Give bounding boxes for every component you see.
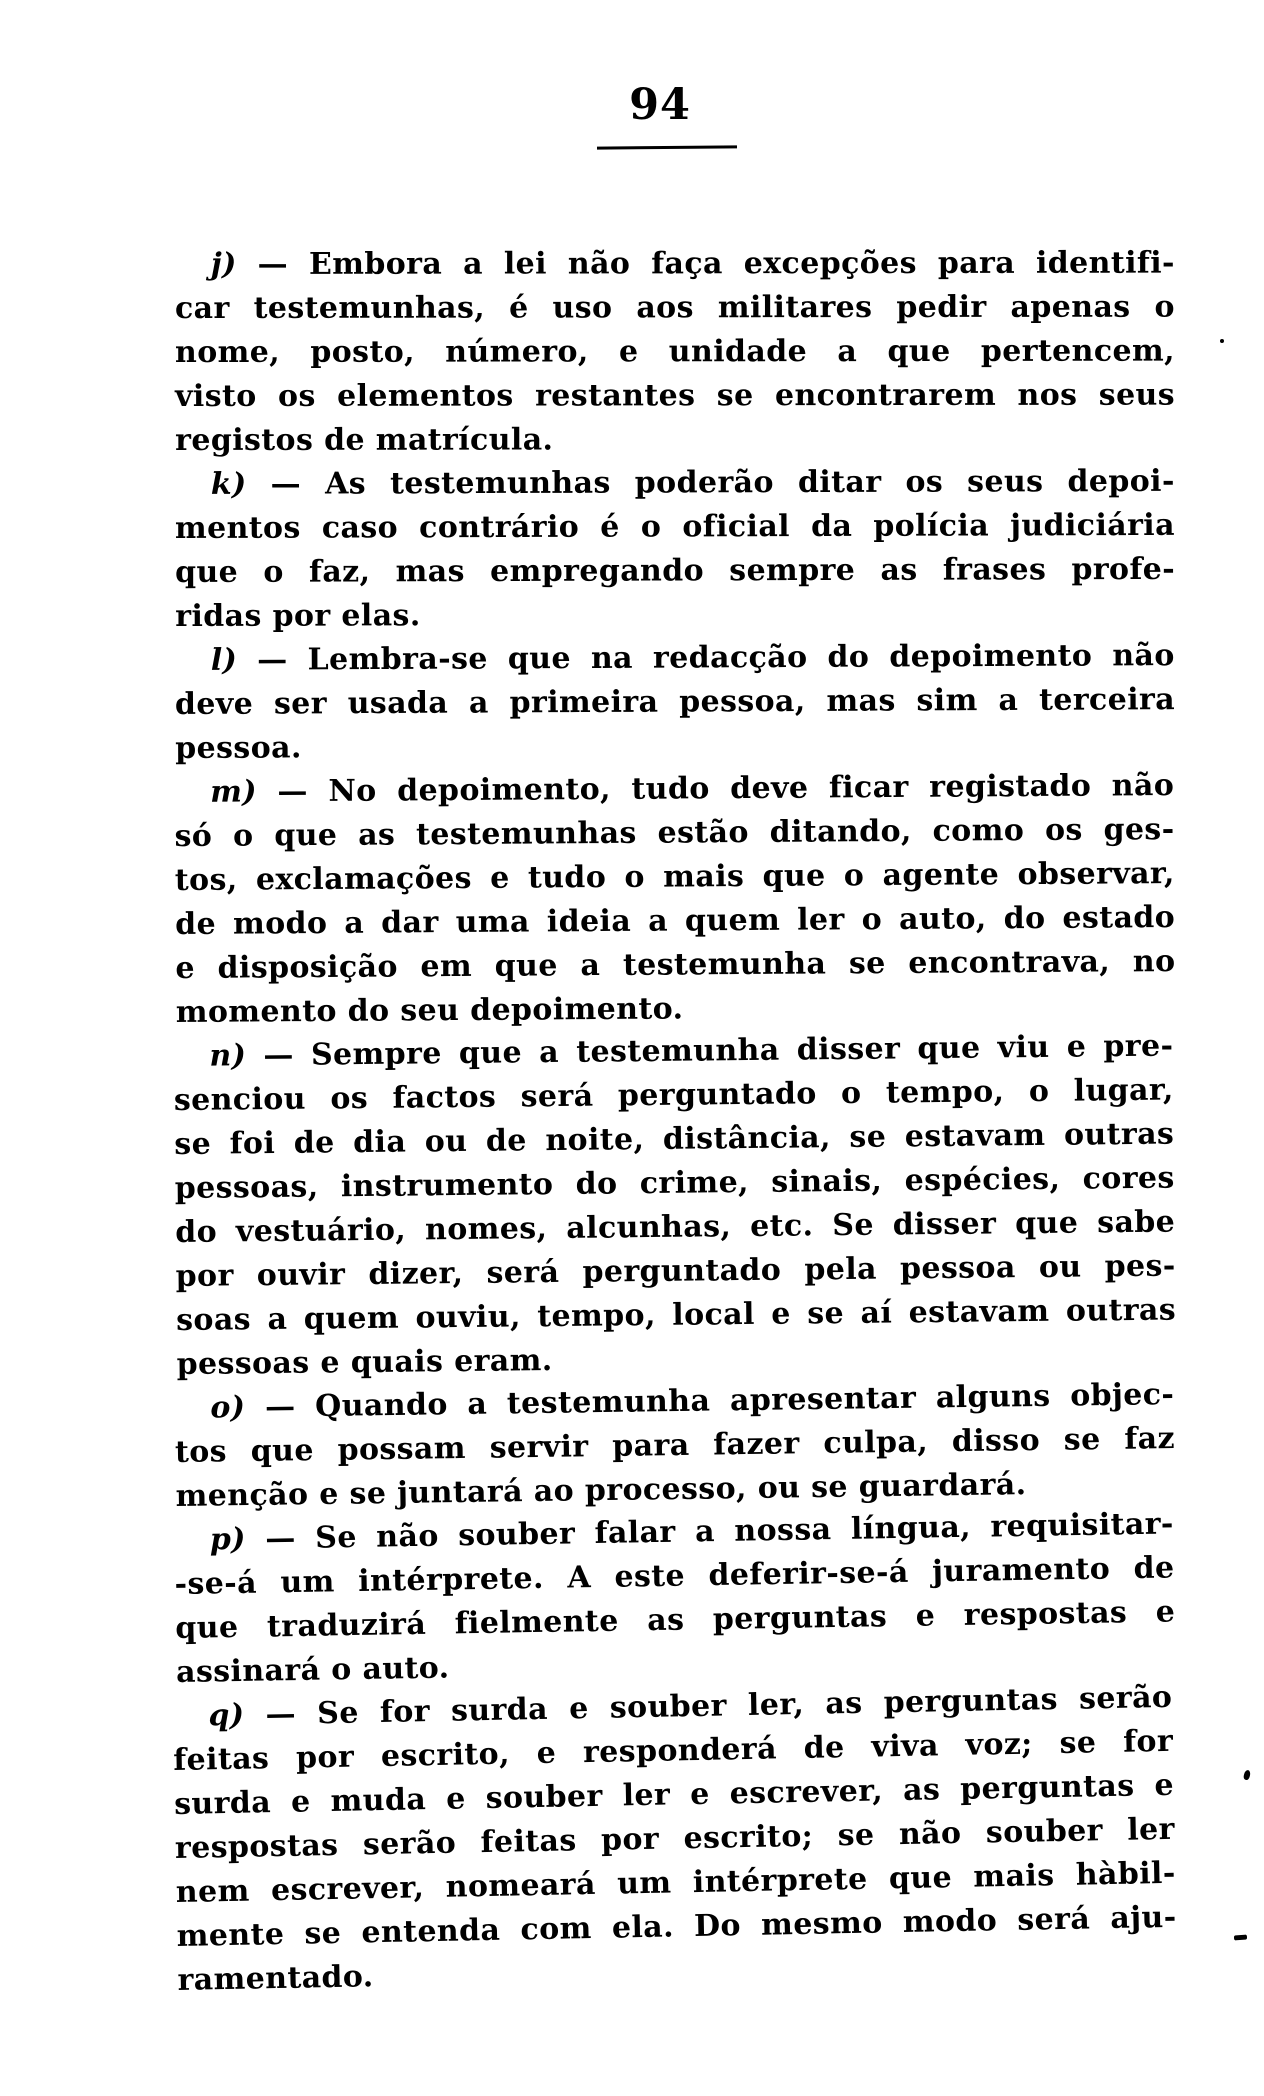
paragraph-j [175,242,1175,463]
text-line: respostas serão feitas por escrito; se não souber ler [174,1811,1176,1866]
text-line: deve ser usada a primeira pessoa, mas sim a terceira [174,682,1176,722]
text-line-content: — Sempre que a testemunha disser que viu e pre- [263,1028,1174,1074]
paragraph-marker: n) [209,1038,247,1074]
text-line: pessoas e quais eram. [176,1343,553,1382]
page-number: 94 [629,80,691,130]
text-line: car testemunhas, é uso aos militares pedir apenas o [174,289,1175,327]
page-number-rule [597,145,737,149]
text-line-content: — Embora a lei não faça excepções para identifi- [257,245,1175,282]
text-line-content: — No depoimento, tudo deve ficar registado não [277,768,1175,810]
text-line: tos que possam servir para fazer culpa, disso se faz [174,1421,1176,1470]
paragraph-p [174,1502,1177,1695]
text-line: -se-á um intérprete. A este deferir-se-á juramento de [174,1550,1175,1603]
text-line: mente se entenda com ela. Do mesmo modo será aju- [176,1899,1177,1954]
text-line-content: — Lembra-se que na redacção do depoimento não [257,638,1175,678]
paragraph-marker: m) [210,774,258,810]
text-line-content: — Se não souber falar a nossa língua, requisitar- [265,1506,1175,1557]
text-line [175,460,1175,507]
text-line [175,634,1175,683]
paragraph-marker: p) [209,1521,247,1558]
text-line: por ouvir dizer, será perguntado pela pessoa ou pes- [175,1248,1176,1294]
text-line: mentos caso contrário é o oficial da polícia judiciária [174,507,1175,546]
text-line: de modo a dar uma ideia a quem ler o auto, do estado [175,900,1176,942]
text-line [175,242,1175,287]
text-line-content: — As testemunhas poderão ditar os seus depoi- [270,463,1175,502]
text-line: ramentado. [177,1959,374,1998]
scan-speck-dash [1234,1935,1247,1941]
paragraph-marker: q) [208,1697,245,1734]
text-line: assinará o auto. [175,1650,450,1690]
paragraph-marker: k) [210,466,247,502]
text-line: pessoa. [175,730,302,766]
paragraph-marker: l) [210,642,238,678]
text-line [174,764,1174,815]
text-line: que o faz, mas empregando sempre as frases profe- [175,551,1176,590]
text-line: ridas por elas. [175,598,421,634]
paragraph-marker: j) [210,246,237,282]
text-line: só o que as testemunhas estão ditando, como os ges- [174,812,1175,855]
page-header [175,80,1175,130]
text-line: se foi de dia ou de noite, distância, se estavam outras [174,1116,1175,1163]
text-line: registos de matrícula. [175,422,554,458]
text-line: menção e se juntará ao processo, ou se guardará. [175,1467,1027,1514]
text-line: nem escrever, nomeará um intérprete que mais hàbil- [175,1855,1176,1910]
text-line-content: — Se for surda e souber ler, as perguntas serão [265,1679,1173,1733]
text-line: surda e muda e souber ler e escrever, as perguntas e [173,1767,1175,1823]
paragraph-n [173,1025,1177,1387]
text-line-content: — Quando a testemunha apresentar alguns objec- [264,1377,1175,1425]
text-line: feitas por escrito, e responderá de viva voz; se for [172,1723,1174,1779]
paragraph-marker: o) [210,1390,246,1426]
text-line: senciou os factos será perguntado o tempo, o lugar, [173,1072,1174,1119]
page-text [172,243,1177,2003]
scan-speck-dot [1220,339,1224,343]
text-line: momento do seu depoimento. [175,991,684,1030]
paragraph-k [175,460,1176,639]
text-line: visto os elementos restantes se encontrarem nos seus [175,377,1176,414]
text-line: pessoas, instrumento do crime, sinais, espécies, cores [174,1160,1175,1207]
text-line: e disposição em que a testemunha se encontrava, no [175,944,1176,986]
text-line: soas a quem ouviu, tempo, local e se aí estavam outras [175,1292,1177,1338]
paragraph-q [172,1676,1178,2003]
scan-speck-comma [1243,1769,1251,1780]
text-line: do vestuário, nomes, alcunhas, etc. Se disser que sabe [175,1204,1176,1250]
text-line: que traduzirá fielmente as perguntas e respostas e [175,1594,1176,1646]
text-line: nome, posto, número, e unidade a que pertencem, [174,333,1176,370]
paragraph-l [175,634,1176,771]
paragraph-m [174,764,1176,1035]
text-line: tos, exclamações e tudo o mais que o agente observar, [174,856,1175,899]
paragraph-o [174,1373,1176,1519]
